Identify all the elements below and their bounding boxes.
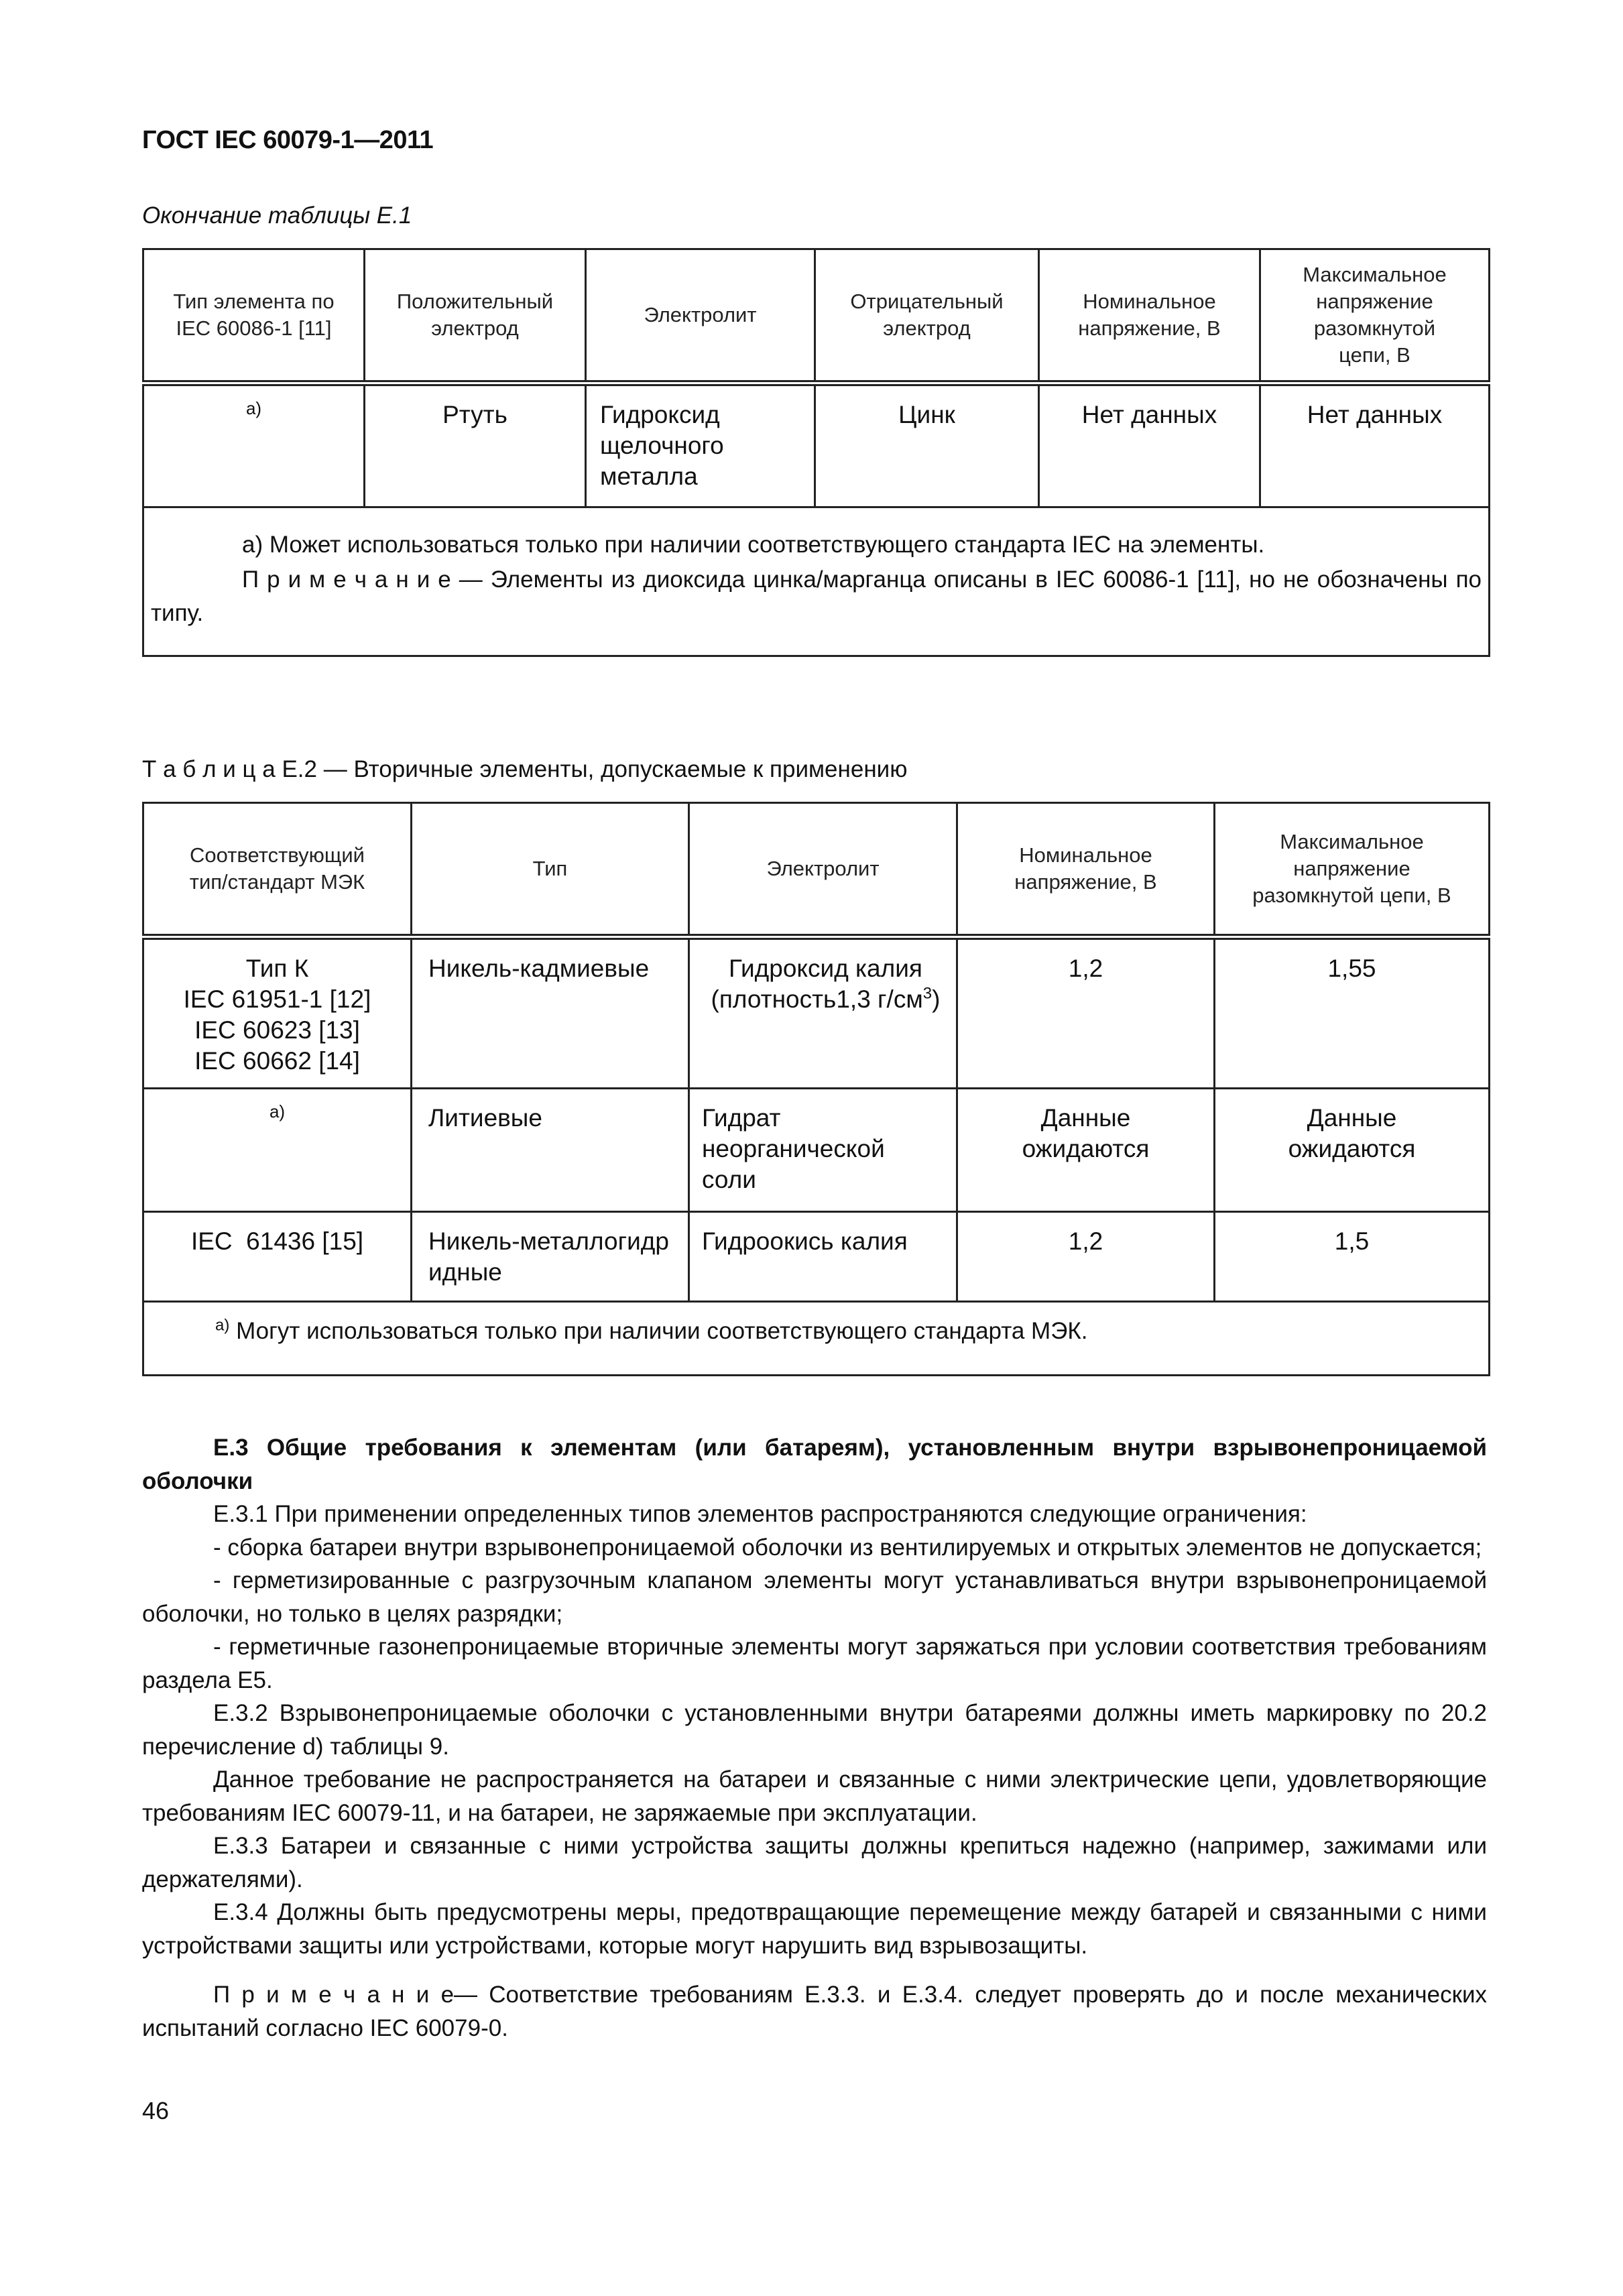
table-row (143, 1089, 1490, 1212)
table-e2-cell-max: Данные ожидаются (1215, 1089, 1490, 1212)
table-e1-cell-type: a) (143, 383, 365, 507)
section-heading: Е.3 Общие требования к элементам (или батареям), установленным внутри взрывонепроницаемой оболочки (142, 1435, 1487, 1494)
table-e2-cell-electrolyte: Гидрат неорганической соли (689, 1089, 957, 1212)
standard-line: IEC 60662 [14] (194, 1047, 360, 1075)
table-e1-cell-negative: Цинк (815, 383, 1039, 507)
table-e2-footnote: Могут использоваться только при наличии соответствующего стандарта МЭК. (229, 1318, 1088, 1344)
table-e2-header-electrolyte: Электролит (689, 803, 957, 937)
table-e2-cell-standard: a) (143, 1089, 412, 1212)
paragraph: - герметичные газонепроницаемые вторичные элементы могут заряжаться при условии соответствия требованиям раздела Е5. (142, 1634, 1487, 1693)
table-e2-cell-nominal: 1,2 (957, 937, 1215, 1089)
table-e1-header-positive: Положительный электрод (365, 249, 586, 383)
section-note (142, 1978, 1487, 2045)
table-e1-notes (143, 507, 1490, 656)
table-e2-header-type: Тип (412, 803, 689, 937)
table-e1 (142, 248, 1490, 657)
table-e1-header-max: Максимальное напряжение разомкнутой цепи, В (1260, 249, 1490, 383)
table-e2-cell-type: Литиевые (412, 1089, 689, 1212)
table-e2-header-max: Максимальное напряжение разомкнутой цепи, В (1215, 803, 1490, 937)
table-e2-caption-text: Е.2 — Вторичные элементы, допускаемые к применению (275, 756, 908, 782)
table-e1-cell-electrolyte: Гидроксид щелочного металла (586, 383, 815, 507)
paragraph: Е.3.3 Батареи и связанные с ними устройства защиты должны крепиться надежно (например, зажимами или держателями). (142, 1833, 1487, 1892)
paragraph: Е.3.1 При применении определенных типов элементов распространяются следующие ограничения: (213, 1501, 1307, 1527)
table-e2 (142, 802, 1490, 1376)
superscript: 3 (922, 984, 933, 1003)
table-e2-cell-type: Никель-металлогидридные (412, 1212, 689, 1302)
table-e1-note-text: — Элементы из диоксида цинка/марганца описаны в IEC 60086-1 [11], но не обозначены по типу. (151, 566, 1482, 626)
table-e2-cell-standard: IEC 61436 [15] (143, 1212, 412, 1302)
table-e1-note (151, 562, 1482, 630)
table-e1-header-nominal: Номинальное напряжение, В (1039, 249, 1260, 383)
table-row (143, 383, 1490, 507)
table-e2-cell-standard (143, 937, 412, 1089)
table-e2-caption-label: Т а б л и ц а (142, 756, 276, 782)
table-e1-header-electrolyte: Электролит (586, 249, 815, 383)
paragraph: - сборка батареи внутри взрывонепроницаемой оболочки из вентилируемых и открытых элементов не допускается; (213, 1534, 1482, 1561)
table-e2-cell-max: 1,5 (1215, 1212, 1490, 1302)
table-e2-header-standard: Соответствующий тип/стандарт МЭК (143, 803, 412, 937)
electrolyte-text: Гидроксид калия (плотность1,3 г/см (711, 955, 923, 1013)
document-code-header: ГОСТ IEC 60079-1—2011 (142, 126, 434, 154)
paragraph: Данное требование не распространяется на батареи и связанные с ними электрические цепи, удовлетворяющие требованиям IEC 60079-11, и на батареи, не заряжаемые при эксплуатации. (142, 1766, 1487, 1826)
table-e1-cell-nominal: Нет данных (1039, 383, 1260, 507)
table-e2-header-nominal: Номинальное напряжение, В (957, 803, 1215, 937)
table-e1-caption: Окончание таблицы Е.1 (142, 202, 412, 229)
table-e2-cell-type: Никель-кадмиевые (412, 937, 689, 1089)
table-e2-cell-electrolyte: Гидроокись калия (689, 1212, 957, 1302)
page-number: 46 (142, 2097, 170, 2124)
section-note-label: П р и м е ч а н и е (213, 1982, 455, 2008)
table-e2-cell-max: 1,55 (1215, 937, 1490, 1089)
paragraph: Е.3.4 Должны быть предусмотрены меры, предотвращающие перемещение между батарей и связанными с ними устройствами защиты или устройствами, которые могут нарушить вид взрывозащиты. (142, 1899, 1487, 1959)
table-e2-cell-nominal: Данные ожидаются (957, 1089, 1215, 1212)
table-e1-footnote: а) Может использоваться только при наличии соответствующего стандарта IEC на элементы. (242, 532, 1265, 558)
table-e2-caption (142, 756, 907, 783)
standard-line: Тип К (245, 955, 309, 982)
standard-line: IEC 60623 [13] (194, 1016, 360, 1044)
table-row (143, 937, 1490, 1089)
table-e2-cell-nominal: 1,2 (957, 1212, 1215, 1302)
table-e1-cell-max: Нет данных (1260, 383, 1490, 507)
table-e1-cell-positive: Ртуть (365, 383, 586, 507)
paragraph: - герметизированные с разгрузочным клапаном элементы могут устанавливаться внутри взрывонепроницаемой оболочки, но только в целях разрядки; (142, 1567, 1487, 1627)
table-e2-notes-row (143, 1302, 1490, 1376)
table-e2-notes (143, 1302, 1490, 1376)
table-row (143, 1212, 1490, 1302)
table-e1-notes-row (143, 507, 1490, 656)
table-e1-header-type: Тип элемента по IEC 60086-1 [11] (143, 249, 365, 383)
standard-line: IEC 61951-1 [12] (183, 985, 371, 1013)
footnote-mark: a) (215, 1316, 230, 1335)
section-note-text: — Соответствие требованиям Е.3.3. и Е.3.4. следует проверять до и после механических испытаний согласно IEC 60079-0. (142, 1982, 1487, 2041)
electrolyte-text-end: ) (932, 985, 941, 1013)
table-e1-note-label: П р и м е ч а н и е (242, 566, 451, 593)
table-e2-cell-electrolyte (689, 937, 957, 1089)
section-e3 (142, 1431, 1487, 2045)
table-e1-header-negative: Отрицательный электрод (815, 249, 1039, 383)
paragraph: Е.3.2 Взрывонепроницаемые оболочки с установленными внутри батареями должны иметь маркировку по 20.2 перечисление d) таблицы 9. (142, 1700, 1487, 1760)
